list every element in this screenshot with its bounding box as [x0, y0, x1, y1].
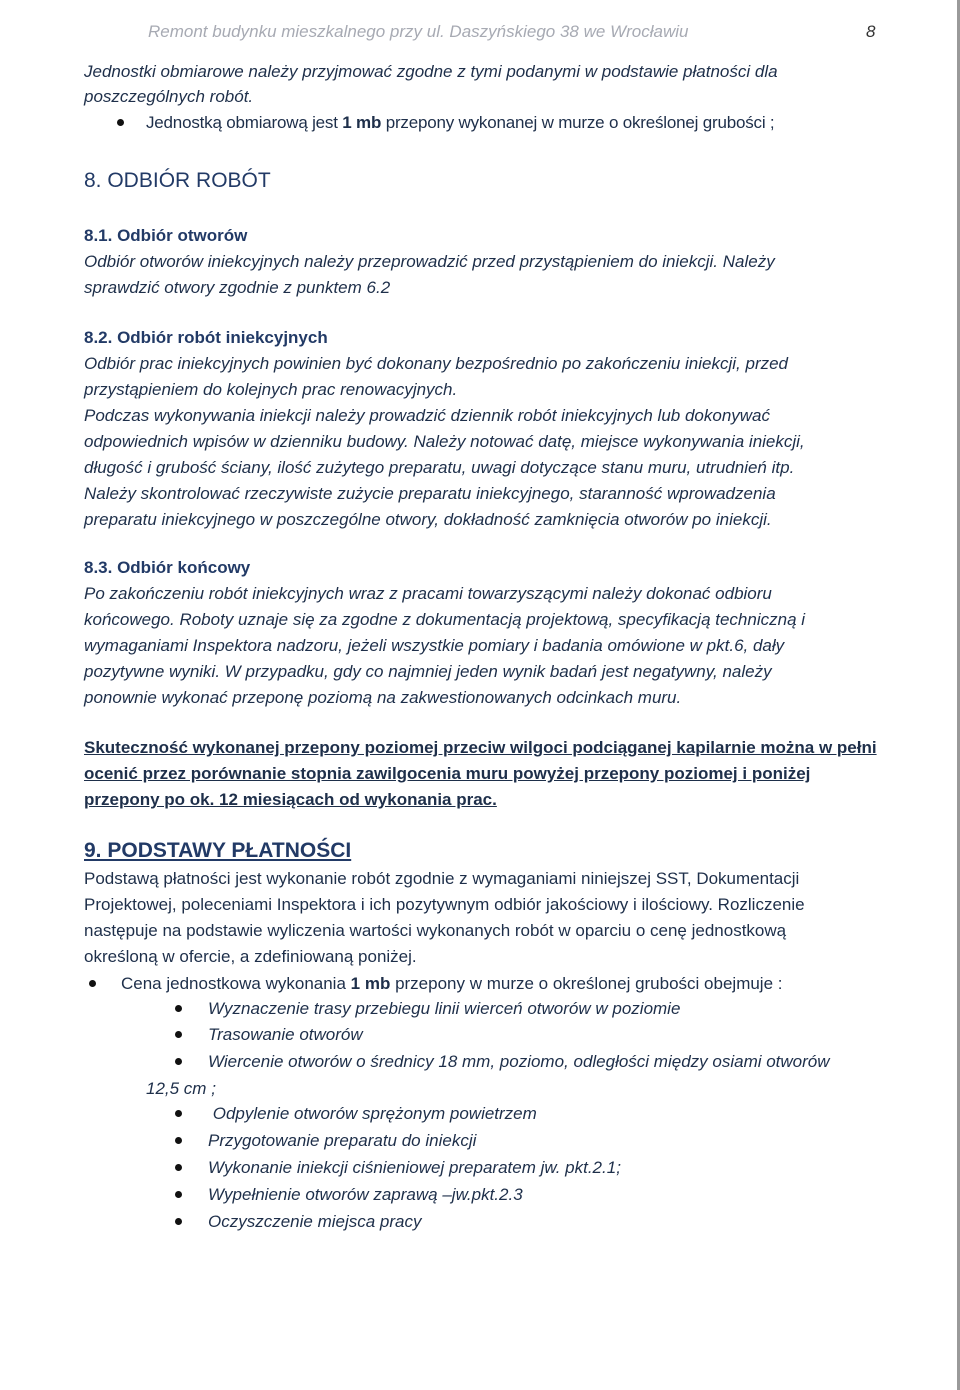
scope-item: Oczyszczenie miejsca pracy: [208, 1212, 422, 1231]
effectiveness-note-line: ocenić przez porównanie stopnia zawilgocenia muru powyżej przepony poziomej i poniżej: [84, 764, 811, 783]
s83-line: Po zakończeniu robót iniekcyjnych wraz z pracami towarzyszącymi należy dokonać odbioru: [84, 584, 772, 603]
s9-line: określoną w ofercie, a zdefiniowaną poniżej.: [84, 947, 417, 966]
s82-line: preparatu iniekcyjnego w poszczególne otwory, dokładność zamknięcia otworów po iniekcji.: [84, 510, 772, 529]
bullet-icon: [175, 1110, 182, 1117]
s82-line: Podczas wykonywania iniekcji należy prowadzić dziennik robót iniekcyjnych lub dokonywać: [84, 406, 771, 425]
bullet-icon: [175, 1137, 182, 1144]
s83-line: pozytywne wyniki. W przypadku, gdy co najmniej jeden wynik badań jest negatywny, należy: [84, 662, 772, 681]
unit-price-line: Cena jednostkowa wykonania 1 mb przepony w murze o określonej grubości obejmuje :: [121, 974, 783, 993]
intro-line-2: poszczególnych robót.: [84, 87, 254, 106]
bullet-icon: [175, 1005, 182, 1012]
bullet-icon: [89, 980, 96, 987]
s83-line: wymaganiami Inspektora nadzoru, jeżeli wszystkie pomiary i badania omówione w pkt.6, dały: [84, 636, 785, 655]
scope-item-continuation: 12,5 cm ;: [146, 1079, 216, 1098]
effectiveness-note-line: Skuteczność wykonanej przepony poziomej przeciw wilgoci podciąganej kapilarnie można w pełni: [84, 738, 877, 757]
s82-line: Należy skontrolować rzeczywiste zużycie preparatu iniekcyjnego, staranność wprowadzenia: [84, 484, 776, 503]
s9-line: Podstawą płatności jest wykonanie robót zgodnie z wymaganiami niniejszej SST, Dokumentacji: [84, 869, 800, 888]
s82-line: przystąpieniem do kolejnych prac renowacyjnych.: [84, 380, 458, 399]
section-8-1-title: 8.1. Odbiór otworów: [84, 226, 248, 245]
s9-line: następuje na podstawie wyliczenia wartości wykonanych robót w oparciu o cenę jednostkową: [84, 921, 787, 940]
page-number: 8: [866, 22, 876, 41]
scope-item: Przygotowanie preparatu do iniekcji: [208, 1131, 477, 1150]
s82-line: odpowiednich wpisów w dzienniku budowy. Należy notować datę, miejsce wykonywania iniekcji,: [84, 432, 805, 451]
bullet-icon: [175, 1031, 182, 1038]
s81-line-1: Odbiór otworów iniekcyjnych należy przeprowadzić przed przystąpieniem do iniekcji. Należy: [84, 252, 775, 271]
bullet-icon: [175, 1058, 182, 1065]
bullet-icon: [175, 1164, 182, 1171]
section-8-3-title: 8.3. Odbiór końcowy: [84, 558, 251, 577]
s83-line: końcowego. Roboty uznaje się za zgodne z dokumentacją projektową, specyfikacją techniczną i: [84, 610, 806, 629]
scope-item: Wykonanie iniekcji ciśnieniowej preparatem jw. pkt.2.1;: [208, 1158, 621, 1177]
bullet-icon: [175, 1191, 182, 1198]
s81-line-2: sprawdzić otwory zgodnie z punktem 6.2: [84, 278, 391, 297]
intro-bullet: Jednostką obmiarową jest 1 mb przepony wykonanej w murze o określonej grubości ;: [146, 113, 775, 132]
section-8-2-title: 8.2. Odbiór robót iniekcyjnych: [84, 328, 328, 347]
s82-line: długość i grubość ściany, ilość zużytego preparatu, uwagi dotyczące stanu muru, utrudnień itp.: [84, 458, 795, 477]
bullet-icon: [117, 119, 124, 126]
scope-item: Wypełnienie otworów zaprawą –jw.pkt.2.3: [208, 1185, 523, 1204]
section-9-title: 9. PODSTAWY PŁATNOŚCI: [84, 839, 352, 862]
scope-item: Odpylenie otworów sprężonym powietrzem: [208, 1104, 537, 1123]
s9-line: Projektowej, poleceniami Inspektora i ich pozytywnym odbiór jakościowy i ilościowy. Rozliczenie: [84, 895, 805, 914]
bullet-icon: [175, 1218, 182, 1225]
scope-item: Wyznaczenie trasy przebiegu linii wierceń otworów w poziomie: [208, 999, 681, 1018]
s82-line: Odbiór prac iniekcyjnych powinien być dokonany bezpośrednio po zakończeniu iniekcji, przed: [84, 354, 789, 373]
scope-item: Trasowanie otworów: [208, 1025, 363, 1044]
effectiveness-note-line: przepony po ok. 12 miesiącach od wykonania prac.: [84, 790, 497, 809]
section-8-title: 8. ODBIÓR ROBÓT: [84, 169, 271, 192]
intro-line-1: Jednostki obmiarowe należy przyjmować zgodne z tymi podanymi w podstawie płatności dla: [84, 62, 778, 81]
running-header: Remont budynku mieszkalnego przy ul. Daszyńskiego 38 we Wrocławiu: [148, 22, 689, 41]
s83-line: ponownie wykonać przeponę poziomą na zakwestionowanych odcinkach muru.: [84, 688, 682, 707]
scope-item: Wiercenie otworów o średnicy 18 mm, poziomo, odległości między osiami otworów: [208, 1052, 830, 1071]
